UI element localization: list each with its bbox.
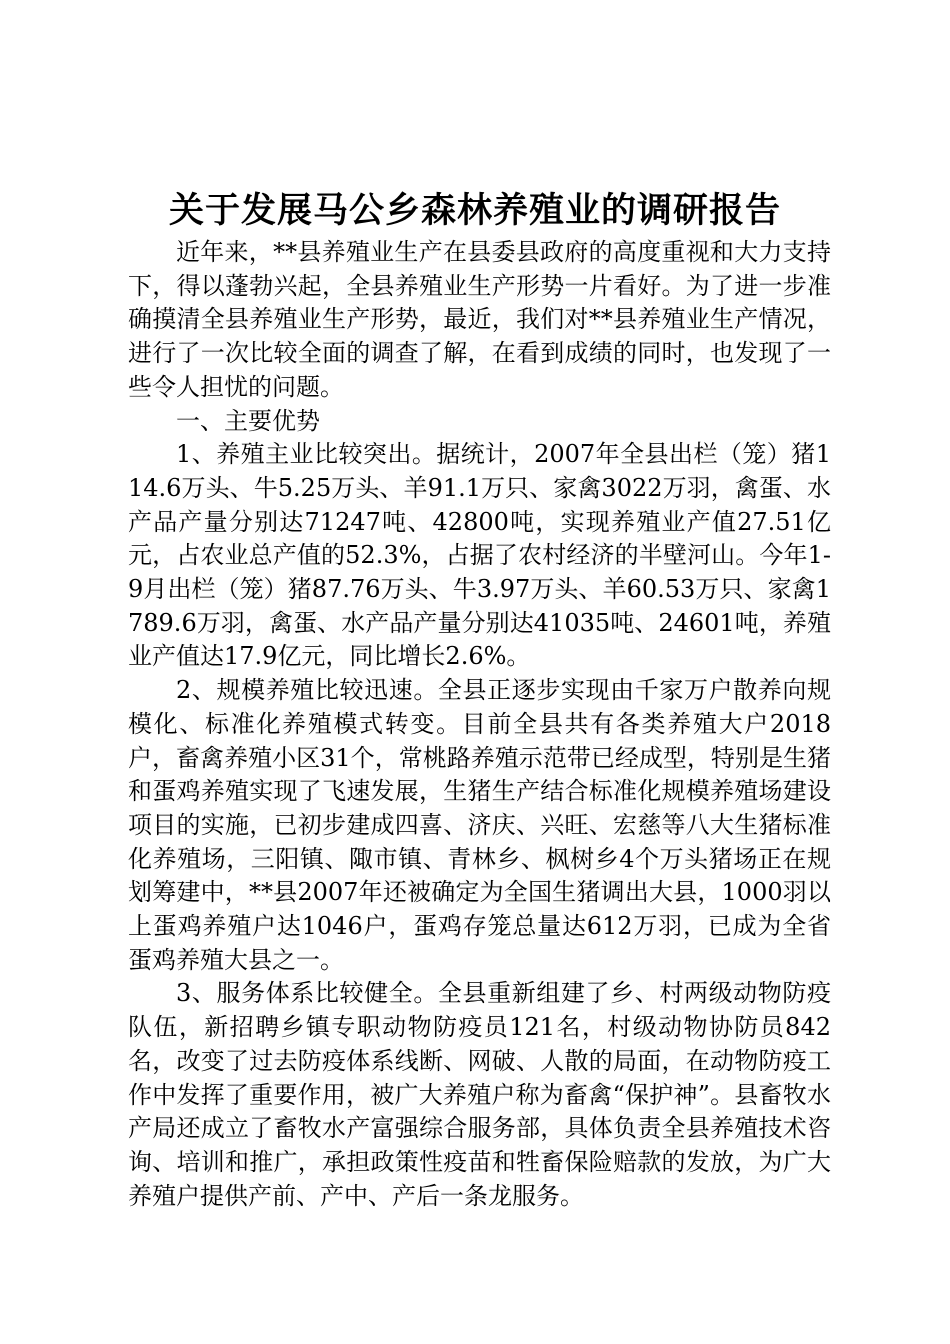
section-heading-main-advantages: 一、主要优势 — [176, 406, 320, 435]
document-body — [128, 236, 831, 1213]
paragraph-advantage-2: 2、规模养殖比较迅速。全县正逐步实现由千家万户散养向规模化、标准化养殖模式转变。目前全县共有各类养殖大户2018户，畜禽养殖小区31个，常桃路养殖示范带已经成型，特别是生猪和蛋鸡养殖实现了飞速发展，生猪生产结合标准化规模养殖场建设项目的实施，已初步建成四喜、济庆、兴旺、宏慈等八大生猪标准化养殖场，三阳镇、陬市镇、青林乡、枫树乡4个万头猪场正在规划筹建中，**县2007年还被确定为全国生猪调出大县，1000羽以上蛋鸡养殖户达1046户，蛋鸡存笼总量达612万羽，已成为全省蛋鸡养殖大县之一。 — [128, 676, 831, 974]
paragraph-intro: 近年来，**县养殖业生产在县委县政府的高度重视和大力支持下，得以蓬勃兴起，全县养殖业生产形势一片看好。为了进一步准确摸清全县养殖业生产形势，最近，我们对**县养殖业生产情况，进行了一次比较全面的调查了解，在看到成绩的同时，也发现了一些令人担忧的问题。 — [128, 238, 831, 401]
paragraph-advantage-1: 1、养殖主业比较突出。据统计，2007年全县出栏（笼）猪114.6万头、牛5.25万头、羊91.1万只、家禽3022万羽，禽蛋、水产品产量分别达71247吨、42800吨，实现养殖业产值27.51亿元，占农业总产值的52.3%，占据了农村经济的半壁河山。今年1-9月出栏（笼）猪87.76万头、牛3.97万头、羊60.53万只、家禽1789.6万羽，禽蛋、水产品产量分别达41035吨、24601吨，养殖业产值达17.9亿元，同比增长2.6%。 — [128, 440, 831, 671]
paragraph-advantage-3: 3、服务体系比较健全。全县重新组建了乡、村两级动物防疫队伍，新招聘乡镇专职动物防疫员121名，村级动物协防员842名，改变了过去防疫体系线断、网破、人散的局面，在动物防疫工作中发挥了重要作用，被广大养殖户称为畜禽“保护神”。县畜牧水产局还成立了畜牧水产富强综合服务部，具体负责全县养殖技术咨询、培训和推广，承担政策性疫苗和牲畜保险赔款的发放，为广大养殖户提供产前、产中、产后一条龙服务。 — [128, 979, 831, 1210]
document-title: 关于发展马公乡森林养殖业的调研报告 — [168, 191, 781, 231]
